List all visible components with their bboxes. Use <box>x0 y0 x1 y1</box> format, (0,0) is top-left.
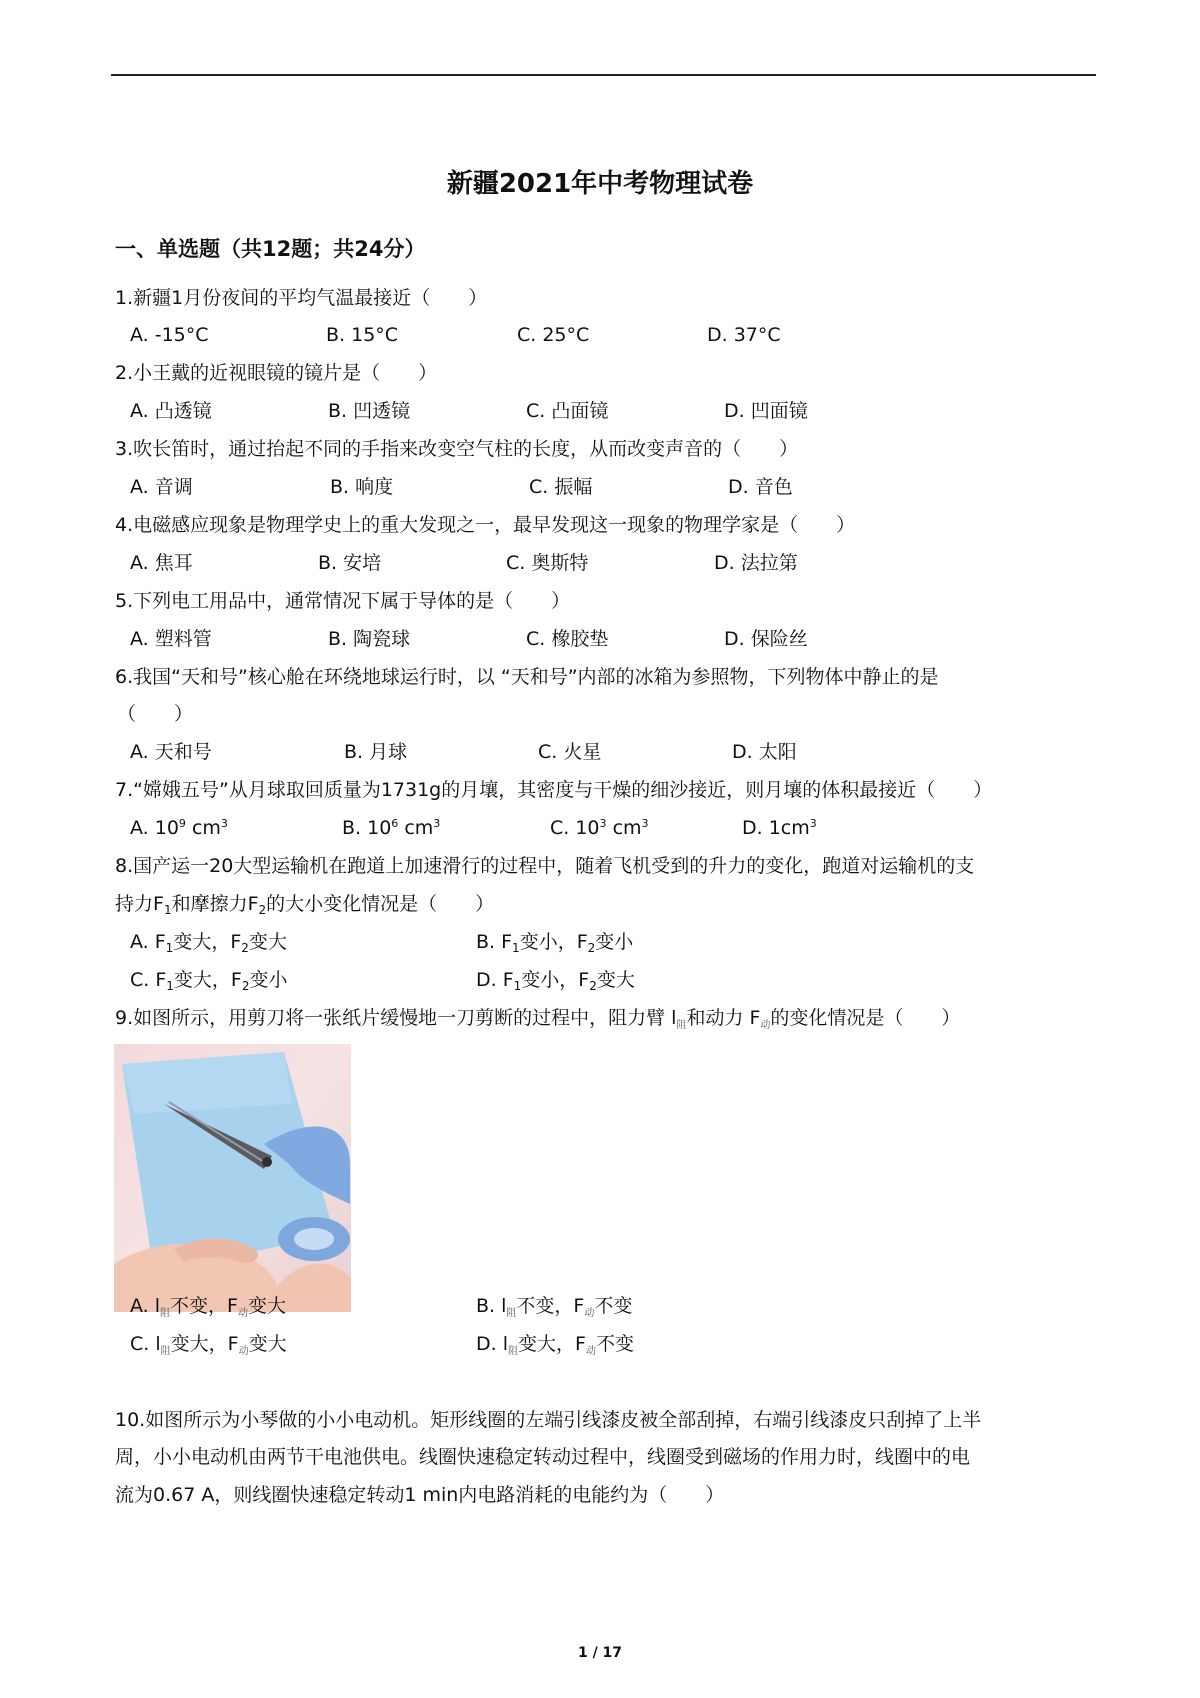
q8-sub-2: 2 <box>258 903 267 917</box>
option-b-exponent: 6 <box>391 817 399 830</box>
opt-text: 变大，F <box>518 1333 586 1355</box>
question-9 <box>115 1005 960 1031</box>
opt-text: D. l <box>476 1333 508 1355</box>
question-8-line-2 <box>115 891 494 917</box>
opt-sub: 动 <box>238 1346 249 1357</box>
option-d: D. 法拉第 <box>714 552 798 574</box>
option-b <box>476 929 633 955</box>
page-number: 1 / 17 <box>577 1645 623 1661</box>
option-c: C. 凸面镜 <box>526 400 609 422</box>
option-c <box>550 815 649 841</box>
opt-sub: 1 <box>165 941 174 955</box>
question-10-line-1: 10.如图所示为小琴做的小小电动机。矩形线圈的左端引线漆皮被全部刮掉，右端引线漆皮只刮掉了上半 <box>115 1409 982 1431</box>
option-d: D. 太阳 <box>732 741 797 763</box>
opt-text: C. F <box>130 969 167 991</box>
option-b-unit: cm <box>398 817 434 839</box>
option-c-unit: cm <box>606 817 642 839</box>
question-10-line-2: 周，小小电动机由两节干电池供电。线圈快速稳定转动过程中，线圈受到磁场的作用力时，线圈中的电 <box>115 1446 971 1468</box>
opt-sub: 阻 <box>508 1346 518 1357</box>
opt-text: 变大，F <box>170 1333 239 1355</box>
option-c-exponent: 3 <box>599 817 607 830</box>
option-b: B. 安培 <box>318 552 382 574</box>
question-1: 1.新疆1月份夜间的平均气温最接近（ ） <box>115 287 488 309</box>
opt-text: 不变，F <box>170 1295 238 1317</box>
opt-text: 变小，F <box>519 931 588 953</box>
question-5: 5.下列电工用品中，通常情况下属于导体的是（ ） <box>115 590 571 612</box>
opt-text: 变大 <box>248 1333 287 1355</box>
option-c: C. 橡胶垫 <box>526 628 609 650</box>
opt-text: 变小 <box>595 931 634 953</box>
option-a: A. 天和号 <box>130 741 212 763</box>
option-d: D. 音色 <box>728 476 793 498</box>
option-a: A. 塑料管 <box>130 628 212 650</box>
option-a <box>130 815 228 841</box>
option-c-unit-exponent: 3 <box>641 817 649 830</box>
opt-sub: 动 <box>584 1308 595 1319</box>
opt-text: 变大 <box>596 969 635 991</box>
option-a-unit-exponent: 3 <box>220 817 228 830</box>
opt-text: A. l <box>130 1295 161 1317</box>
question-6-line-2: （ ） <box>117 703 194 725</box>
option-d <box>476 967 635 993</box>
opt-sub: 阻 <box>160 1346 171 1357</box>
opt-text: 变大，F <box>173 931 242 953</box>
option-c-base: C. 10 <box>550 817 600 839</box>
opt-sub: 2 <box>241 979 250 993</box>
option-d <box>742 815 817 841</box>
option-b <box>476 1293 632 1319</box>
option-b: B. 陶瓷球 <box>328 628 411 650</box>
question-8-line-1: 8.国产运一20大型运输机在跑道上加速滑行的过程中，随着飞机受到的升力的变化，跑道对运输机的支 <box>115 855 975 877</box>
option-b: B. 响度 <box>330 476 394 498</box>
opt-text: 变大 <box>247 1295 286 1317</box>
opt-text: B. l <box>476 1295 507 1317</box>
option-d <box>476 1331 634 1357</box>
opt-text: D. F <box>476 969 514 991</box>
option-d-exponent: 3 <box>809 817 817 830</box>
q9-sub-1: 阻 <box>676 1020 687 1031</box>
question-4: 4.电磁感应现象是物理学史上的重大发现之一，最早发现这一现象的物理学家是（ ） <box>115 514 856 536</box>
option-d: D. 保险丝 <box>724 628 808 650</box>
q8-text-c: 的大小变化情况是（ ） <box>266 893 495 915</box>
opt-sub: 2 <box>589 979 597 993</box>
question-10-line-3: 流为0.67 A，则线圈快速稳定转动1 min内电路消耗的电能约为（ ） <box>115 1484 725 1506</box>
q9-sub-2: 动 <box>760 1020 771 1031</box>
opt-sub: 动 <box>585 1346 596 1357</box>
option-c <box>130 1331 287 1357</box>
option-b-unit-exponent: 3 <box>433 817 441 830</box>
q8-text-a: 持力F <box>115 893 164 915</box>
opt-text: 不变 <box>595 1333 634 1355</box>
option-a-base: A. 10 <box>130 817 179 839</box>
q9-text-b: 和动力 F <box>686 1007 761 1029</box>
option-a: A. 凸透镜 <box>130 400 212 422</box>
header-rule <box>111 74 1096 76</box>
section-heading: 一、单选题（共12题；共24分） <box>115 237 426 261</box>
opt-sub: 1 <box>512 941 520 955</box>
question-2: 2.小王戴的近视眼镜的镜片是（ ） <box>115 362 438 384</box>
option-c: C. 振幅 <box>529 476 593 498</box>
opt-sub: 2 <box>241 941 249 955</box>
option-b: B. 15°C <box>326 324 399 346</box>
q8-text-b: 和摩擦力F <box>171 893 259 915</box>
option-d: D. 凹面镜 <box>724 400 808 422</box>
option-b: B. 凹透镜 <box>328 400 411 422</box>
option-a <box>130 1293 286 1319</box>
opt-text: 变大 <box>248 931 287 953</box>
scissors-cutting-paper-image <box>114 1044 351 1312</box>
option-d-base: D. 1cm <box>742 817 810 839</box>
option-a <box>130 929 287 955</box>
opt-text: 变小 <box>249 969 288 991</box>
opt-sub: 阻 <box>160 1308 171 1319</box>
opt-text: 变小，F <box>521 969 590 991</box>
scissors-photo-illustration <box>114 1044 351 1312</box>
page-title: 新疆2021年中考物理试卷 <box>446 169 754 199</box>
opt-sub: 1 <box>166 979 174 993</box>
question-7: 7.“嫦娥五号”从月球取回质量为1731g的月壤，其密度与干燥的细沙接近，则月壤的体积最接近（ ） <box>115 779 993 801</box>
option-a: A. -15°C <box>130 324 209 346</box>
option-b <box>342 815 440 841</box>
option-a-exponent: 9 <box>178 817 186 830</box>
opt-text: A. F <box>130 931 166 953</box>
opt-text: 变大，F <box>173 969 242 991</box>
option-a-unit: cm <box>185 817 221 839</box>
option-b: B. 月球 <box>344 741 408 763</box>
opt-text: 不变 <box>594 1295 633 1317</box>
opt-text: B. F <box>476 931 513 953</box>
q9-text-a: 9.如图所示，用剪刀将一张纸片缓慢地一刀剪断的过程中，阻力臂 l <box>115 1007 677 1029</box>
opt-sub: 2 <box>587 941 596 955</box>
question-3: 3.吹长笛时，通过抬起不同的手指来改变空气柱的长度，从而改变声音的（ ） <box>115 438 799 460</box>
option-a: A. 音调 <box>130 476 193 498</box>
option-c: C. 25°C <box>517 324 590 346</box>
opt-sub: 动 <box>237 1308 248 1319</box>
question-6-line-1: 6.我国“天和号”核心舱在环绕地球运行时，以 “天和号”内部的冰箱为参照物，下列物体中静止的是 <box>115 666 939 688</box>
opt-sub: 阻 <box>506 1308 517 1319</box>
option-d: D. 37°C <box>707 324 781 346</box>
q9-text-c: 的变化情况是（ ） <box>770 1007 961 1029</box>
q8-sub-1: 1 <box>163 903 172 917</box>
opt-text: 不变，F <box>516 1295 585 1317</box>
option-c <box>130 967 288 993</box>
opt-text: C. l <box>130 1333 161 1355</box>
opt-sub: 1 <box>513 979 522 993</box>
option-b-base: B. 10 <box>342 817 392 839</box>
option-c: C. 火星 <box>538 741 602 763</box>
option-c: C. 奥斯特 <box>506 552 589 574</box>
option-a: A. 焦耳 <box>130 552 193 574</box>
